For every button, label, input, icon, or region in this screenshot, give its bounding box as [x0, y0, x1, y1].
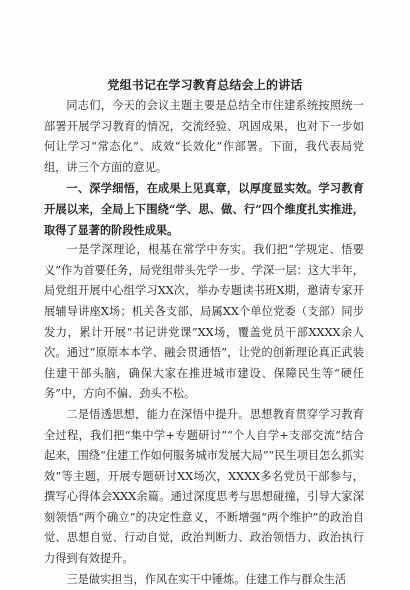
document-body	[44, 96, 364, 590]
section-heading-one: 一、深学细悟，在成果上见真章，以厚度显实效。学习教育开展以来，全局上下围绕“学、思、做、行”四个维度扎实推进，取得了显著的阶段性成果。	[44, 181, 364, 237]
paragraph-theory-study: 一是学深理论，根基在常学中夯实。我们把“学规定、悟要义”作为首要任务，局党组带头先学一步、学深一层：这大半年，局党组开展中心组学习XX次，举办专题读书班X期，邀请专家开展辅导讲座X场；机关各支部、局属XX个单位党委（支部）同步发力，累计开展“书记讲党课”XX场，覆盖党员干部XXXX余人次。通过“原原本本学、融会贯通悟”，让党的创新理论真正武装住建干部头脑，确保大家在推进城市建设、保障民生等“硬任务”中，方向不偏、劲头不松。	[44, 243, 364, 401]
document-title: 党组书记在学习教育总结会上的讲话	[107, 78, 303, 92]
paragraph-thought-understanding: 二是悟透思想，能力在深悟中提升。思想教育贯穿学习教育全过程，我们把“集中学+专题研讨”“个人自学+支部交流”结合起来，围绕“住建工作如何服务城市发展大局”“民生项目怎么抓实效”等主题，开展专题研讨XX场次，XXXX多名党员干部参与，撰写心得体会XXX余篇。通过深度思考与思想碰撞，引导大家深刻领悟“两个确立”的决定性意义，不断增强“两个维护”的政治自觉、思想自觉、行动自觉，政治判断力、政治领悟力、政治执行力得到有效提升。	[44, 407, 364, 566]
paragraph-opening: 同志们，今天的会议主题主要是总结全市住建系统按照统一部署开展学习教育的情况，交流经验、巩固成果，也对下一步如何让学习“常态化”、成效“长效化”作部署。下面，我代表局党组，讲三个方面的意见。	[44, 99, 364, 174]
paragraph-practical-work: 三是做实担当，作风在实干中锤炼。住建工作与群众生活	[66, 572, 347, 586]
